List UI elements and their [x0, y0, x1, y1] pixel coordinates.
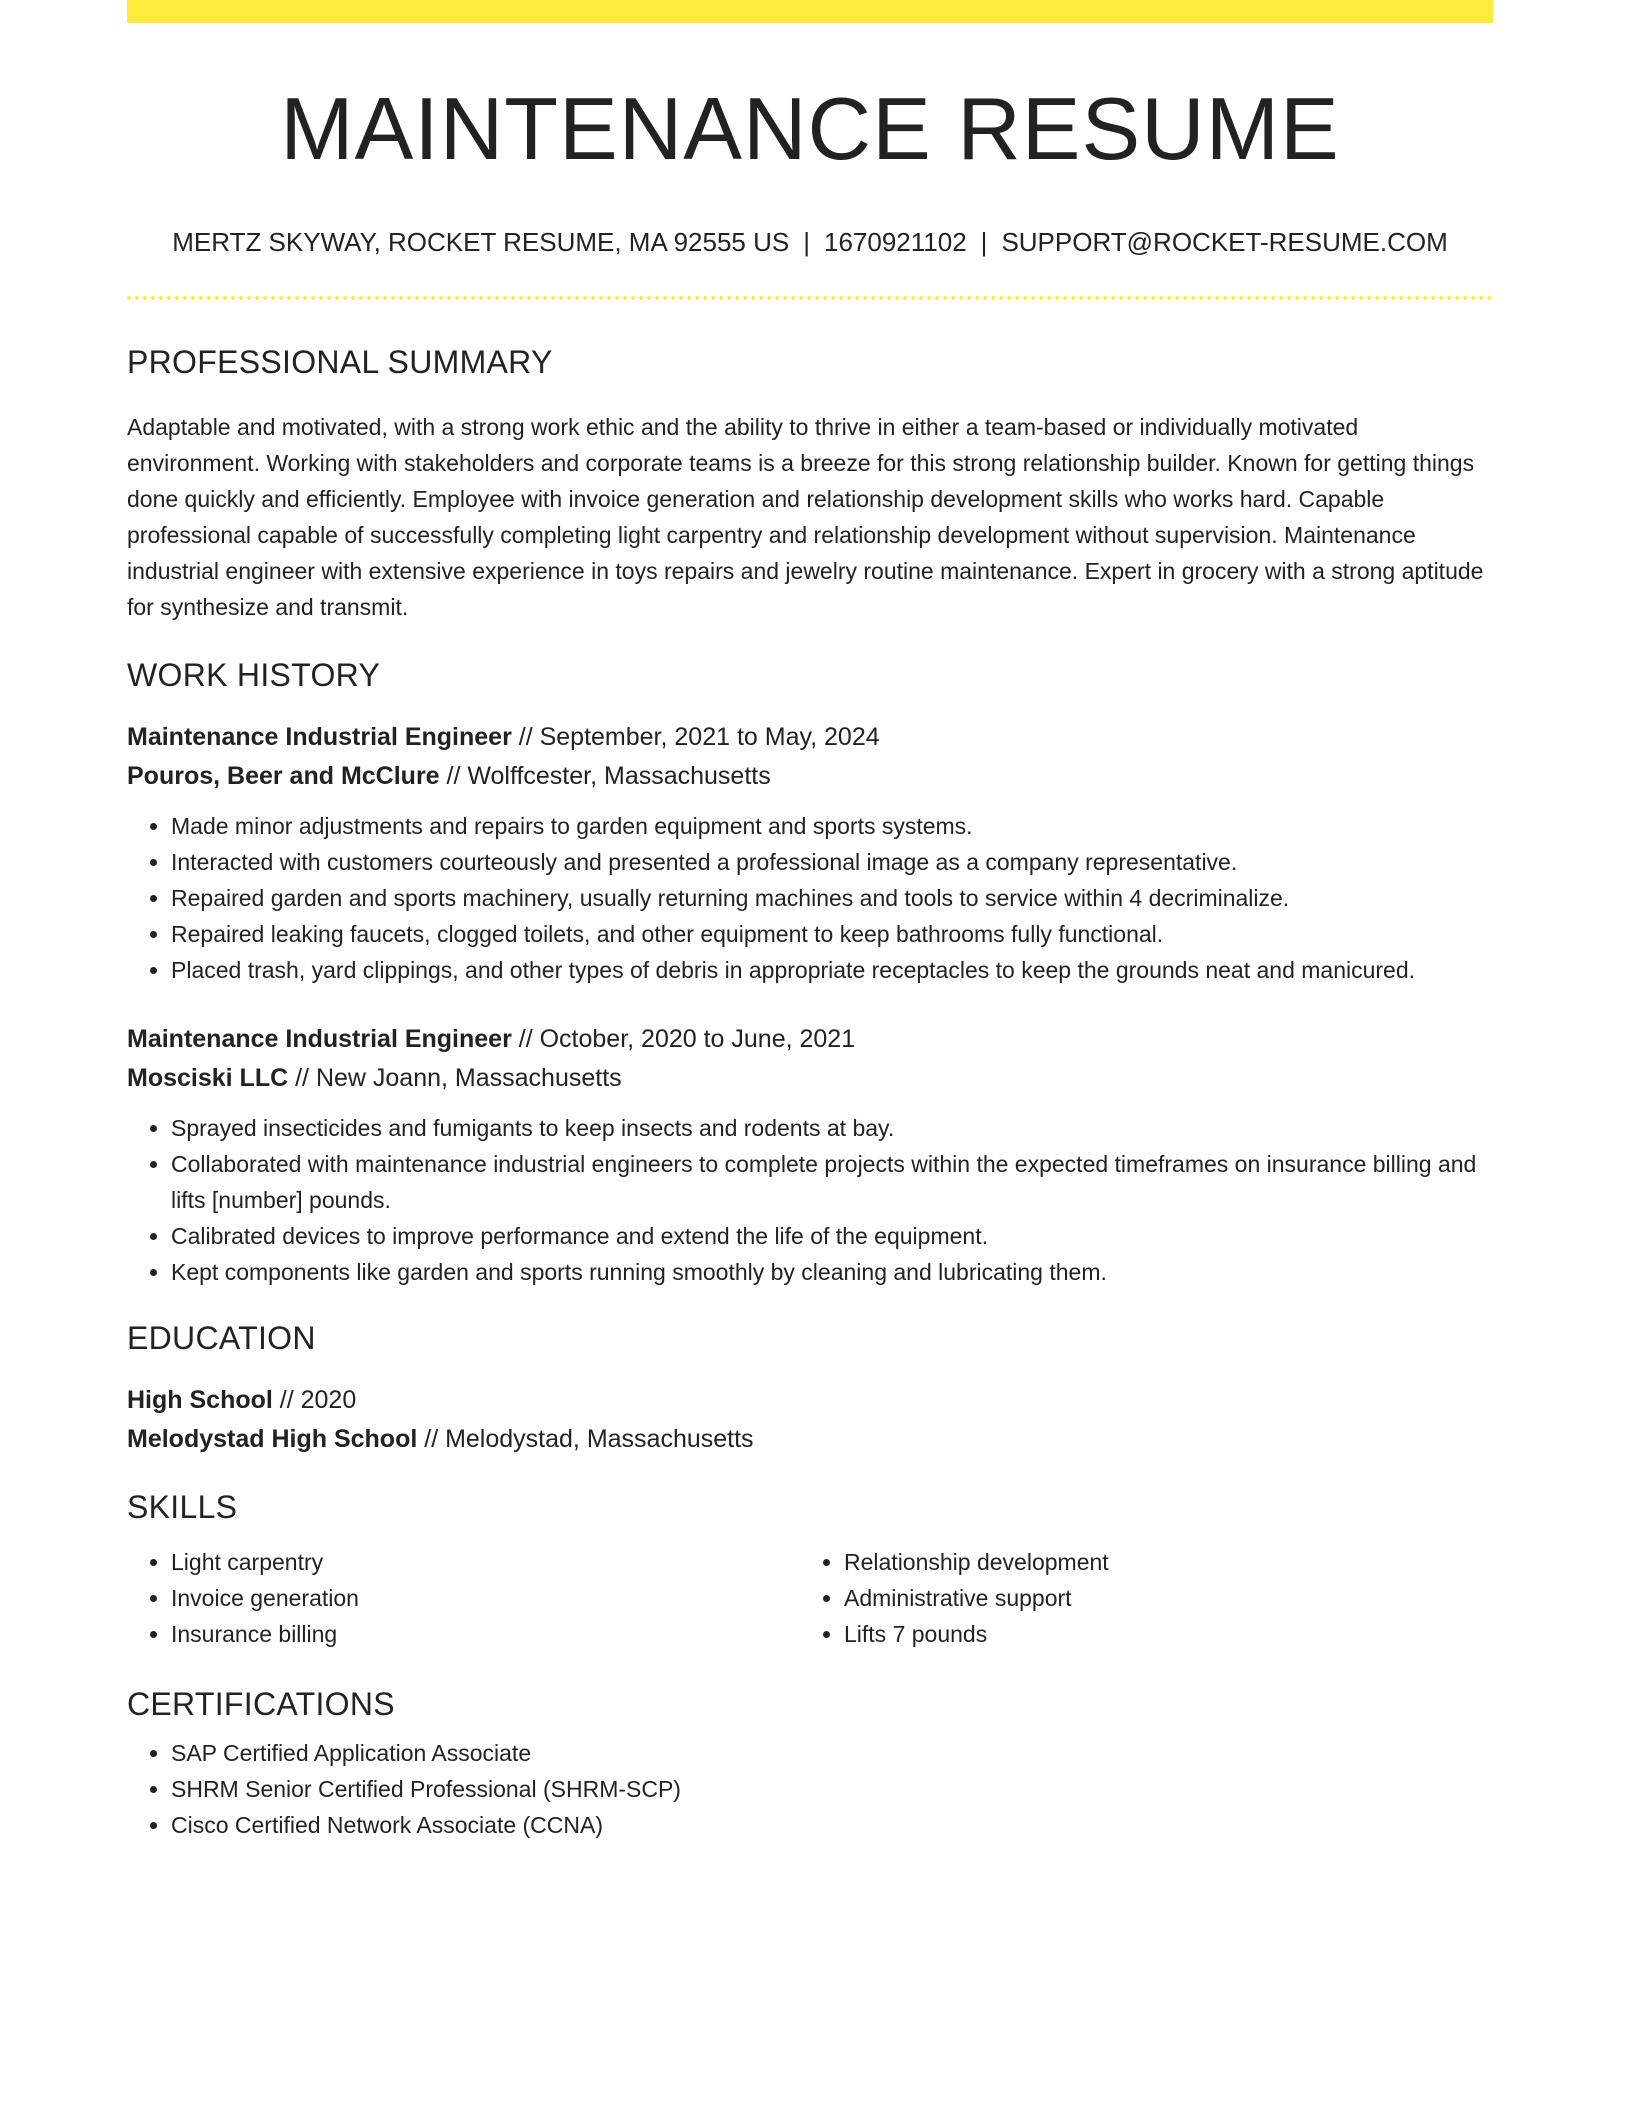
contact-phone: 1670921102 — [824, 227, 967, 258]
list-item: • Insurance billing — [171, 1616, 800, 1652]
education-degree: High School — [127, 1386, 273, 1415]
certifications-list — [127, 1735, 1493, 1843]
list-item: • Invoice generation — [171, 1580, 800, 1616]
certifications-heading: CERTIFICATIONS — [127, 1686, 395, 1723]
education-school: Melodystad High School — [127, 1425, 418, 1454]
resume-title: MAINTENANCE RESUME — [280, 79, 1340, 178]
education-location: // Melodystad, Massachusetts — [417, 1425, 754, 1454]
job-title-line — [127, 718, 1493, 757]
contact-separator: | — [803, 227, 810, 258]
resume-page — [127, 0, 1493, 1843]
job-company-line — [127, 757, 1493, 796]
job-bullets — [127, 1110, 1493, 1290]
education-year: // 2020 — [272, 1386, 357, 1415]
education-degree-line — [127, 1381, 1493, 1420]
list-item: • SAP Certified Application Associate — [171, 1735, 1493, 1771]
skills-grid — [127, 1544, 1493, 1652]
job-location: // Wolffcester, Massachusetts — [439, 762, 771, 791]
list-item: • Administrative support — [844, 1580, 1473, 1616]
education-heading: EDUCATION — [127, 1320, 316, 1357]
job-location: // New Joann, Massachusetts — [288, 1064, 622, 1093]
job-title: Maintenance Industrial Engineer — [127, 1025, 512, 1054]
education-entry — [127, 1381, 1493, 1459]
work-history-heading: WORK HISTORY — [127, 657, 381, 694]
list-item: • Calibrated devices to improve performance and extend the life of the equipment. — [171, 1218, 1493, 1254]
skills-right-column — [800, 1544, 1473, 1652]
job-company: Pouros, Beer and McClure — [127, 762, 440, 791]
job-dates: // September, 2021 to May, 2024 — [511, 723, 880, 752]
list-item: • Relationship development — [844, 1544, 1473, 1580]
education-school-line — [127, 1420, 1493, 1459]
skills-left-column — [127, 1544, 800, 1652]
contact-separator: | — [980, 227, 988, 258]
list-item: • Lifts 7 pounds — [844, 1616, 1473, 1652]
accent-top-bar — [127, 0, 1493, 23]
summary-heading: PROFESSIONAL SUMMARY — [127, 344, 553, 381]
job-title: Maintenance Industrial Engineer — [127, 723, 512, 752]
list-item: • Light carpentry — [171, 1544, 800, 1580]
list-item: • SHRM Senior Certified Professional (SHRM-SCP) — [171, 1771, 1493, 1807]
job-entry — [127, 1020, 1493, 1290]
list-item: • Placed trash, yard clippings, and other types of debris in appropriate receptacles to keep the grounds neat and manicured. — [171, 952, 1493, 988]
job-dates: // October, 2020 to June, 2021 — [511, 1025, 856, 1054]
job-bullets — [127, 808, 1493, 988]
list-item: • Repaired leaking faucets, clogged toilets, and other equipment to keep bathrooms fully functional. — [171, 916, 1493, 952]
contact-email: SUPPORT@ROCKET-RESUME.COM — [1001, 227, 1448, 258]
contact-line — [127, 227, 1493, 258]
list-item: • Cisco Certified Network Associate (CCNA) — [171, 1807, 1493, 1843]
list-item: • Collaborated with maintenance industrial engineers to complete projects within the expected timeframes on insurance billing and lifts [number] pounds. — [171, 1146, 1493, 1218]
skills-heading: SKILLS — [127, 1489, 238, 1526]
job-entry — [127, 718, 1493, 988]
list-item: • Sprayed insecticides and fumigants to keep insects and rodents at bay. — [171, 1110, 1493, 1146]
summary-text: Adaptable and motivated, with a strong work ethic and the ability to thrive in either a team-based or individually motivated environment. Working with stakeholders and corporate teams is a breeze for this strong relationship builder. Known for getting things done quickly and efficiently. Employee with invoice generation and relationship development skills who works hard. Capable professional capable of successfully completing light carpentry and relationship development without supervision. Maintenance industrial engineer with extensive experience in toys repairs and jewelry routine maintenance. Expert in grocery with a strong aptitude for synthesize and transmit. — [127, 414, 1484, 621]
list-item: • Made minor adjustments and repairs to garden equipment and sports systems. — [171, 808, 1493, 844]
list-item: • Repaired garden and sports machinery, usually returning machines and tools to service within 4 decriminalize. — [171, 880, 1493, 916]
dotted-divider — [127, 296, 1493, 300]
contact-address: MERTZ SKYWAY, ROCKET RESUME, MA 92555 US — [172, 227, 790, 258]
list-item: • Interacted with customers courteously and presented a professional image as a company representative. — [171, 844, 1493, 880]
job-title-line — [127, 1020, 1493, 1059]
list-item: • Kept components like garden and sports running smoothly by cleaning and lubricating them. — [171, 1254, 1493, 1290]
job-company: Mosciski LLC — [127, 1064, 289, 1093]
job-company-line — [127, 1059, 1493, 1098]
